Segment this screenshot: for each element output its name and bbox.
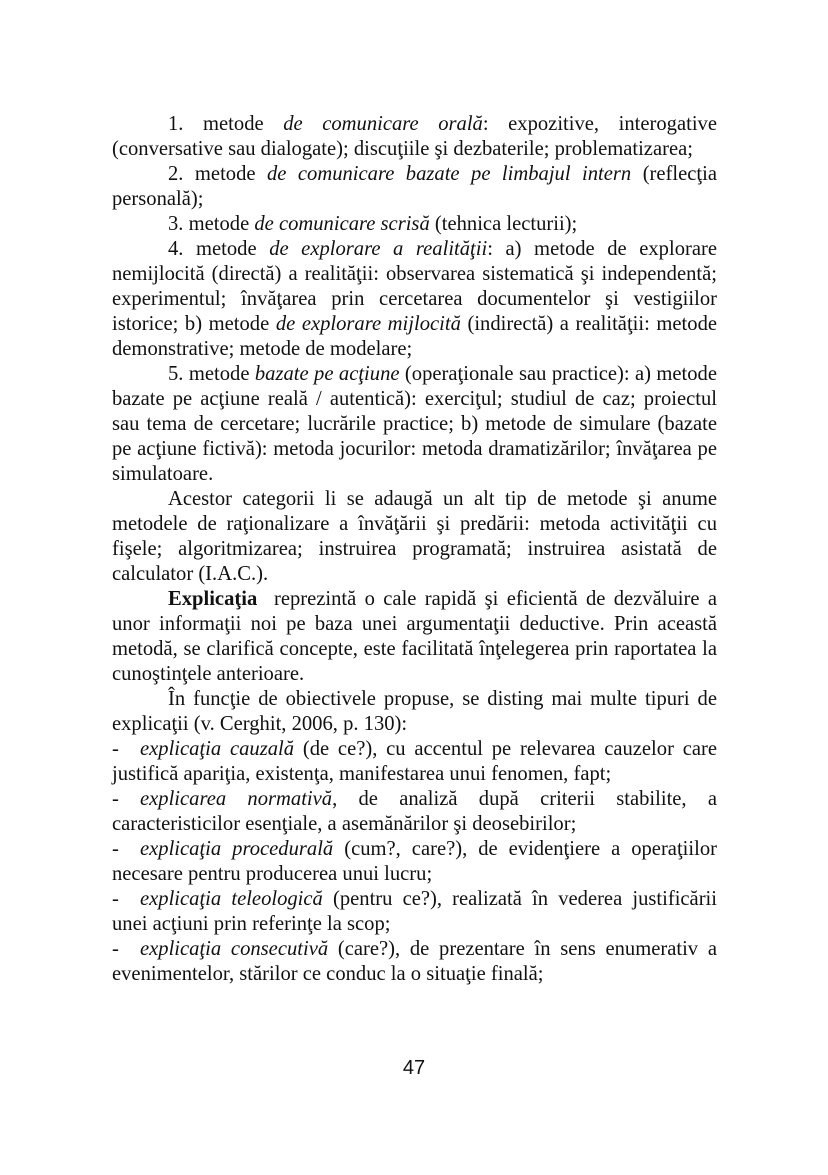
italic-term: explicaţia cauzală xyxy=(140,738,295,760)
paragraph-written-communication-methods xyxy=(112,212,717,237)
paragraph-explanation-types-intro: În funcţie de obiectivele propuse, se disting mai multe tipuri de explicaţii (v. Cerghit, 2006, p. 130): xyxy=(112,688,717,735)
text-run: (de ce?), cu accentul pe relevarea cauzelor care justifică apariţia, existenţa, manifestarea unui fenomen, fapt; xyxy=(112,738,717,785)
text-run: 2. metode xyxy=(168,163,267,185)
text-run: 4. metode xyxy=(168,238,270,260)
page-number: 47 xyxy=(402,1057,426,1079)
paragraph-reality-exploration-methods xyxy=(112,237,717,362)
page-body xyxy=(112,112,723,987)
list-dash: - xyxy=(112,738,119,760)
text-run: (tehnica lecturii); xyxy=(429,213,578,235)
text-run: (cum?, care?), de evidenţiere a operaţiilor necesare pentru producerea unui lucru; xyxy=(112,838,717,885)
italic-term: de comunicare scrisă xyxy=(254,213,430,235)
list-item xyxy=(112,837,717,887)
italic-term: explicaţia consecutivă xyxy=(140,938,329,960)
italic-term: de comunicare bazate pe limbajul intern xyxy=(266,163,632,185)
text-run: 5. metode xyxy=(168,363,255,385)
italic-term: de explorare mijlocită xyxy=(275,313,461,335)
paragraph-internal-language-methods xyxy=(112,162,717,212)
text-run: : a) metode de explorare nemijlocită (directă) a realităţii: observarea sistematică şi independentă; experimentul; învăţarea prin cercetarea documentelor şi vestigiilor istorice; b) metode xyxy=(112,238,717,335)
list-dash: - xyxy=(112,888,119,910)
paragraph-action-based-methods xyxy=(112,362,717,487)
list-item xyxy=(112,887,717,937)
text-run: (care?), de prezentare în sens enumerativ a evenimentelor, stărilor ce conduc la o situaţie finală; xyxy=(112,938,717,985)
list-dash: - xyxy=(112,938,119,960)
list-item xyxy=(112,937,717,987)
bold-term: Explicaţia xyxy=(168,588,258,610)
italic-term: de explorare a realităţii xyxy=(269,238,488,260)
text-run: : expozitive, interogative (conversative sau dialogate); discuţiile şi dezbaterile; problematizarea; xyxy=(112,113,717,160)
text-run: reprezintă o cale rapidă şi eficientă de dezvăluire a unor informaţii noi pe baza unei argumentaţii deductive. Prin această metodă, se clarifică concepte, este facilitată înţelegerea prin raportatea la cunoştinţele anterioare. xyxy=(112,588,723,685)
italic-term: bazate pe acţiune xyxy=(254,363,400,385)
list-item xyxy=(112,737,717,787)
italic-term: explicaţia teleologică xyxy=(140,888,323,910)
paragraph-oral-communication-methods xyxy=(112,112,717,162)
list-dash: - xyxy=(112,838,119,860)
list-item xyxy=(112,787,717,837)
paragraph-explanation-definition xyxy=(112,587,723,687)
text-run: (indirectă) a realităţii: metode demonstrative; metode de modelare; xyxy=(112,313,718,360)
list-dash: - xyxy=(112,788,119,810)
text-run: 3. metode xyxy=(168,213,255,235)
text-run: (pentru ce?), realizată în vederea justificării unei acţiuni prin referinţe la scop; xyxy=(112,888,717,935)
text-run: (operaţionale sau practice): a) metode bazate pe acţiune reală / autentică): exerciţul; studiul de caz; proiectul sau tema de cercetare; lucrările practice; b) metode de simulare (bazate pe acţiune fictivă): metoda jocurilor: metoda dramatizărilor; învăţarea pe simulatoare. xyxy=(112,363,717,485)
text-run: (reflecţia personală); xyxy=(112,163,717,210)
explanation-types-list xyxy=(112,737,717,987)
italic-term: explicaţia procedurală xyxy=(140,838,334,860)
italic-term: de comunicare orală xyxy=(283,113,483,135)
paragraph-rationalization-methods: Acestor categorii li se adaugă un alt tip de metode şi anume metodele de raţionalizare a învăţării şi predării: metoda activităţii cu fişele; algoritmizarea; instruirea programată; instruirea asistată de calculator (I.A.C.). xyxy=(112,488,717,585)
text-run: , de analiză după criterii stabilite, a caracteristicilor esenţiale, a asemănărilor şi deosebirilor; xyxy=(112,788,717,835)
text-run: 1. metode xyxy=(168,113,284,135)
italic-term: explicarea normativă xyxy=(140,788,333,810)
